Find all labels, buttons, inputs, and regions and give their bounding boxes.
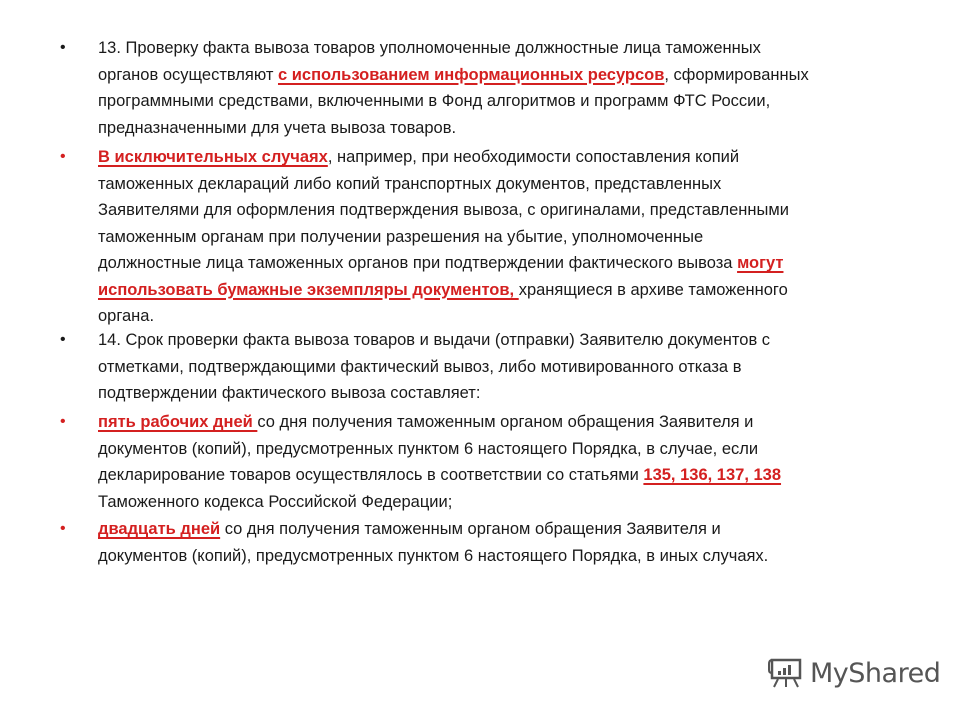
bullet-marker: • <box>60 413 66 430</box>
text-line <box>98 250 783 276</box>
body-text: подтверждении фактического вывоза составляет: <box>98 384 481 402</box>
body-text: Заявителями для оформления подтверждения вывоза, с оригиналами, представленными <box>98 201 789 219</box>
bullet-marker: • <box>60 39 66 56</box>
text-line <box>98 303 154 329</box>
body-text: со дня получения таможенным органом обращения Заявителя и <box>257 413 754 431</box>
text-line <box>98 171 721 197</box>
highlighted-text: В исключительных случаях <box>98 148 328 166</box>
bullet-marker: • <box>60 331 66 348</box>
text-line <box>98 354 741 380</box>
body-text: 13. Проверку факта вывоза товаров уполномоченные должностные лица таможенных <box>98 39 761 57</box>
text-line <box>98 197 789 223</box>
bullet-marker: • <box>60 148 66 165</box>
highlighted-text: могут <box>737 254 784 272</box>
highlighted-text: двадцать дней <box>98 520 221 538</box>
text-line <box>98 277 788 303</box>
highlighted-text: с использованием информационных ресурсов <box>277 65 665 84</box>
bullet-marker: • <box>60 520 66 537</box>
presentation-board-icon <box>768 657 804 689</box>
body-text: Таможенного кодекса Российской Федерации; <box>98 492 453 511</box>
text-line <box>98 327 770 353</box>
highlighted-text: пять рабочих дней <box>98 413 258 431</box>
body-text: , сформированных <box>664 65 809 84</box>
text-line <box>98 224 703 250</box>
highlighted-text: 135, 136, 137, 138 <box>643 466 782 484</box>
text-line <box>98 115 456 141</box>
body-text: декларирование товаров осуществлялось в соответствии со статьями <box>98 466 644 484</box>
body-text: предназначенными для учета вывоза товаров. <box>98 118 457 137</box>
text-line <box>98 409 753 435</box>
body-text: органов осуществляют <box>98 65 278 84</box>
body-text: , например, при необходимости сопоставления копий <box>327 148 740 166</box>
body-text: документов (копий), предусмотренных пунктом 6 настоящего Порядка, в иных случаях. <box>98 546 769 565</box>
body-text: программными средствами, включенными в Фонд алгоритмов и программ ФТС России, <box>98 92 771 110</box>
text-line <box>98 489 452 515</box>
body-text: органа. <box>98 307 155 325</box>
text-line <box>98 516 721 542</box>
body-text: хранящиеся в архиве таможенного <box>518 280 788 299</box>
body-text: отметками, подтверждающими фактический вывоз, либо мотивированного отказа в <box>98 357 742 376</box>
text-line <box>98 462 781 488</box>
text-line <box>98 88 770 114</box>
body-text: документов (копий), предусмотренных пунктом 6 настоящего Порядка, в случае, если <box>98 439 759 458</box>
logo-text: MyShared <box>810 657 941 689</box>
text-line <box>98 62 809 88</box>
text-line <box>98 380 480 406</box>
text-line <box>98 436 758 462</box>
myshared-logo <box>768 657 940 689</box>
text-line <box>98 144 739 170</box>
text-line <box>98 543 768 569</box>
highlighted-text: использовать бумажные экземпляры документов, <box>98 280 519 299</box>
text-line <box>98 35 761 61</box>
body-text: таможенных деклараций либо копий транспортных документов, представленных <box>98 174 722 193</box>
body-text: 14. Срок проверки факта вывоза товаров и выдачи (отправки) Заявителю документов с <box>98 331 771 349</box>
body-text: таможенным органам при получении разрешения на убытие, уполномоченные <box>98 227 704 246</box>
body-text: со дня получения таможенным органом обращения Заявителя и <box>220 520 721 538</box>
body-text: должностные лица таможенных органов при подтверждении фактического вывоза <box>98 254 738 272</box>
